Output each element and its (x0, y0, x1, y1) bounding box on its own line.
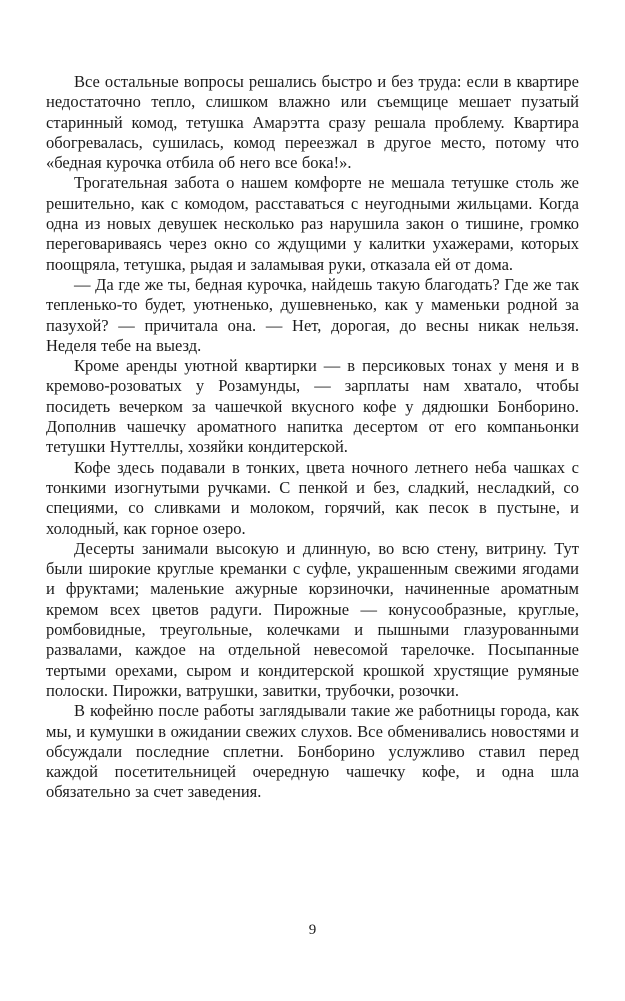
paragraph-3: — Да где же ты, бедная курочка, найдешь такую благодать? Где же так тепленько-то будет, уютненько, душевненько, как у маменьки родной за пазухой? — причитала она. — Нет, дорогая, до весны никак нельзя. Неделя тебе на выезд. (46, 274, 579, 355)
page-number: 9 (308, 922, 317, 938)
paragraph-5: Кофе здесь подавали в тонких, цвета ночного летнего неба чашках с тонкими изогнутыми ручками. С пенкой и без, сладкий, несладкий, со специями, со сливками и молоком, горячий, как песок в пустыне, и холодный, как горное озеро. (46, 457, 579, 538)
paragraph-1: Все остальные вопросы решались быстро и без труда: если в квартире недостаточно тепло, слишком влажно или съемщице мешает пузатый старинный комод, тетушка Амарэтта сразу решала проблему. Квартира обогревалась, сушилась, комод переезжал в другое место, потому что «бедная курочка отбила об него все бока!». (46, 72, 579, 173)
paragraph-7: В кофейню после работы заглядывали такие же работницы города, как мы, и кумушки в ожидании свежих слухов. Все обменивались новостями и обсуждали последние сплетни. Бонборино услужливо ставил перед каждой посетительницей очередную чашечку кофе, и одна шла обязательно за счет заведения. (46, 701, 579, 802)
paragraph-2: Трогательная забота о нашем комфорте не мешала тетушке столь же решительно, как с комодом, расставаться с неугодными жильцами. Когда одна из новых девушек несколько раз нарушила закон о тишине, громко переговариваясь через окно со ждущими у калитки ухажерами, которых поощряла, тетушка, рыдая и заламывая руки, отказала ей от дома. (46, 173, 579, 274)
paragraph-4: Кроме аренды уютной квартирки — в персиковых тонах у меня и в кремово-розоватых у Розамунды, — зарплаты нам хватало, чтобы посидеть вечерком за чашечкой вкусного кофе у дядюшки Бонборино. Дополнив чашечку ароматного напитка десертом от его компаньонки тетушки Нуттеллы, хозяйки кондитерской. (46, 356, 579, 457)
text-block (46, 72, 579, 803)
paragraph-6: Десерты занимали высокую и длинную, во всю стену, витрину. Тут были широкие круглые креманки с суфле, украшенным свежими ягодами и фруктами; маленькие ажурные корзиночки, начиненные ароматным кремом всех цветов радуги. Пирожные — конусообразные, круглые, ромбовидные, треугольные, колечками и пышными глазурованными развалами, каждое на отдельной невесомой тарелочке. Посыпанные тертыми орехами, сыром и кондитерской крошкой хрустящие румяные полоски. Пирожки, ватрушки, завитки, трубочки, розочки. (46, 538, 579, 700)
